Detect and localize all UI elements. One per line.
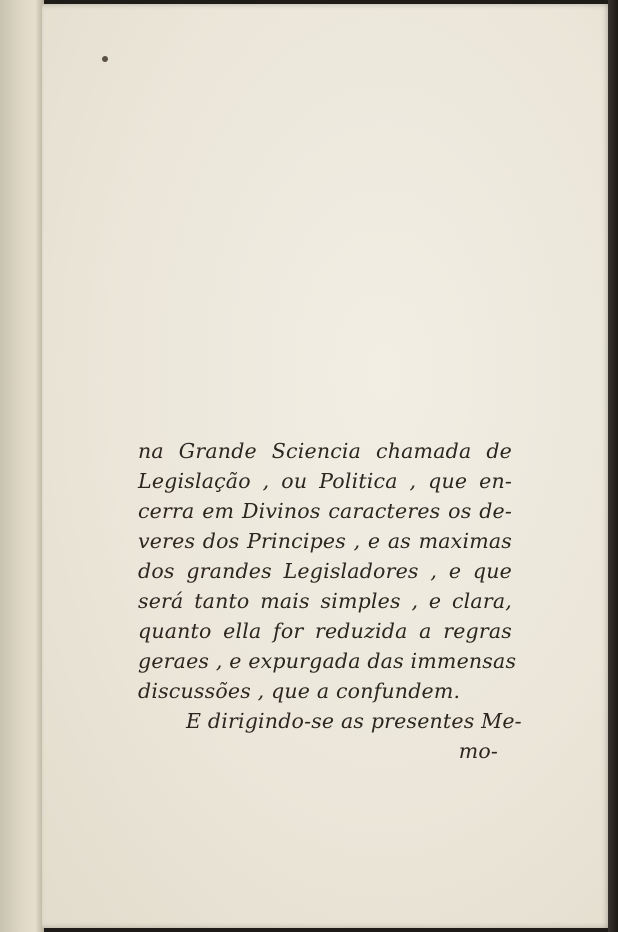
text-line-5: dos grandes Legisladores , e que	[138, 559, 512, 583]
right-scan-edge	[608, 0, 618, 932]
catchword: mo-	[458, 739, 498, 763]
text-line-9: discussões , que a confundem.	[138, 679, 461, 703]
body-text	[138, 436, 522, 766]
text-line-3: cerra em Divinos caracteres os de-	[138, 499, 512, 523]
text-line-6: será tanto mais simples , e clara,	[138, 589, 512, 613]
text-line-8: geraes , e expurgada das immensas	[138, 649, 517, 673]
text-line-2: Legislação , ou Politica , que en-	[138, 469, 512, 493]
paper-spot	[102, 56, 108, 62]
text-line-4: veres dos Principes , e as maximas	[138, 529, 512, 553]
text-line-10: E dirigindo-se as presentes Me-	[186, 709, 522, 733]
text-line-7: quanto ella for reduzida a regras	[138, 619, 512, 643]
text-line-1: na Grande Sciencia chamada de	[138, 439, 512, 463]
left-page-edge	[0, 0, 44, 932]
